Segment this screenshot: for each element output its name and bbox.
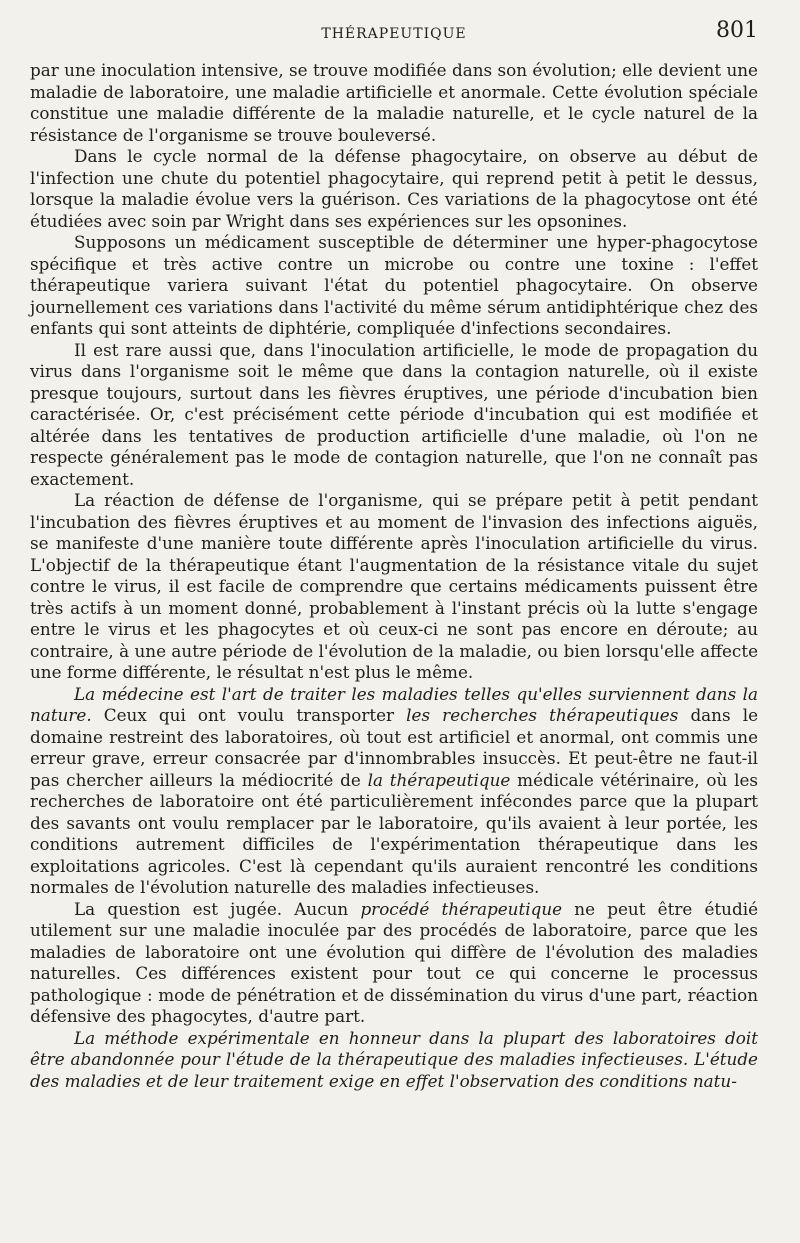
italic-run: procédé thérapeutique (360, 898, 563, 919)
page-number: 801 (716, 18, 758, 43)
text-run: Supposons un médicament susceptible de déterminer une hyper-phagocytose spécifique et très active contre un microbe ou contre une toxine : l'effet thérapeutique variera suivant l'état du potentiel phagocytaire. On observe journellement ces variations dans l'activité du même sérum antidiphtérique chez des enfants qui sont atteints de diphtérie, compliquée d'infections secondaires. (30, 232, 758, 338)
paragraph (30, 899, 758, 1028)
text-run: par une inoculation intensive, se trouve modifiée dans son évolution; elle devient une maladie de laboratoire, une maladie artificielle et anormale. Cette évolution spéciale constitue une maladie différente de la maladie naturelle, et le cycle naturel de la résistance de l'organisme se trouve bouleversé. (30, 60, 758, 145)
running-head (30, 18, 758, 48)
paragraph (30, 60, 758, 146)
text-run: médicale vétérinaire, où les recherches de laboratoire ont été particulièrement infécondes parce que la plupart des savants ont voulu remplacer par le laboratoire, qu'ils avaient à leur portée, les conditions autrement difficiles de l'expérimentation thérapeutique dans les exploitations agricoles. C'est là cependant qu'ils auraient rencontré les conditions normales de l'évolution naturelle des maladies infectieuses. (30, 769, 758, 897)
paragraph (30, 490, 758, 684)
italic-run: La médecine est l'art de traiter les maladies telles qu'elles surviennent dans la nature. (30, 683, 758, 725)
text-run: Ceux qui ont voulu transporter (91, 705, 407, 725)
running-title: THÉRAPEUTIQUE (321, 26, 467, 42)
paragraph (30, 684, 758, 899)
paragraph (30, 1028, 758, 1093)
paragraph (30, 340, 758, 491)
italic-run: la thérapeutique (367, 769, 511, 790)
paragraph (30, 232, 758, 340)
paragraph (30, 146, 758, 232)
text-run: La question est jugée. Aucun (74, 898, 361, 919)
italic-run: les recherches thérapeutiques (406, 705, 679, 725)
text-run: Il est rare aussi que, dans l'inoculation artificielle, le mode de propagation du virus dans l'organisme soit le même que dans la contagion naturelle, où il existe presque toujours, surtout dans les fièvres éruptives, une période d'incubation bien caractérisée. Or, c'est précisément cette période d'incubation qui est modifiée et altérée dans les tentatives de production artificielle d'une maladie, où l'on ne respecte généralement pas le mode de contagion naturelle, que l'on ne connaît pas exactement. (30, 339, 758, 489)
italic-run: La méthode expérimentale en honneur dans la plupart des laboratoires doit être abandonnée pour l'étude de la thérapeutique des maladies infectieuses. L'étude des maladies et de leur traitement exige en effet l'observation des conditions natu- (30, 1027, 758, 1091)
body-text (30, 60, 758, 1092)
text-run: dans le domaine restreint des laboratoires, où tout est artificiel et anormal, ont commis une erreur grave, erreur consacrée par d'innombrables insuccès. Et peut-être ne faut-il pas chercher ailleurs la médiocrité de (30, 705, 758, 790)
text-run: La réaction de défense de l'organisme, qui se prépare petit à petit pendant l'incubation des fièvres éruptives et au moment de l'invasion des infections aiguës, se manifeste d'une manière toute différente après l'inoculation artificielle du virus. L'objectif de la thérapeutique étant l'augmentation de la résistance vitale du sujet contre le virus, il est facile de comprendre que certains médicaments puissent être très actifs à un moment donné, probablement à l'instant précis où la lutte s'engage entre le virus et les phagocytes et où ceux-ci ne sont pas encore en déroute; au contraire, à une autre période de l'évolution de la maladie, ou bien lorsqu'elle affecte une forme différente, le résultat n'est plus le même. (30, 490, 758, 682)
text-run: Dans le cycle normal de la défense phagocytaire, on observe au début de l'infection une chute du potentiel phagocytaire, qui reprend petit à petit le dessus, lorsque la maladie évolue vers la guérison. Ces variations de la phagocytose ont été étudiées avec soin par Wright dans ses expériences sur les opsonines. (30, 146, 758, 231)
text-run: ne peut être étudié utilement sur une maladie inoculée par des procédés de laboratoire, parce que les maladies de laboratoire ont une évolution qui diffère de l'évolution des maladies naturelles. Ces différences existent pour tout ce qui concerne le processus pathologique : mode de pénétration et de dissémination du virus d'une part, réaction défensive des phagocytes, d'autre part. (30, 898, 758, 1026)
